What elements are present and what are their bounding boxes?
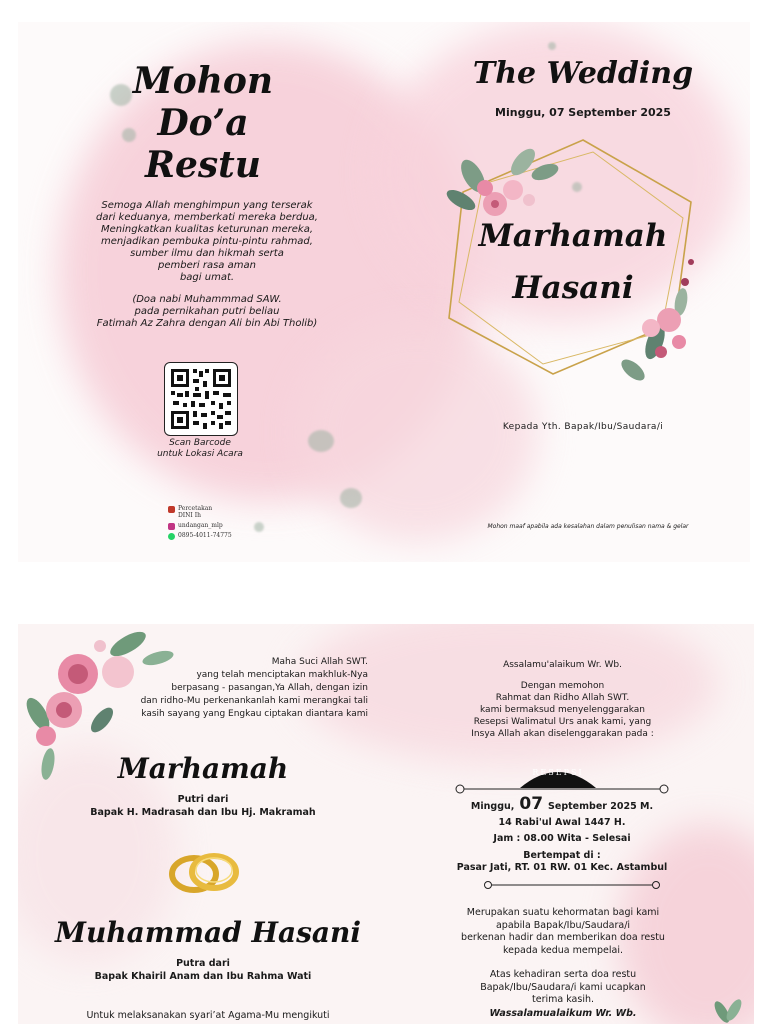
honor-line: kepada kedua mempelai. — [503, 944, 623, 956]
intro-line: Resepsi Walimatul Urs anak kami, yang — [473, 717, 652, 727]
hijri-date: 14 Rabi'ul Awal 1447 H. — [498, 817, 626, 828]
qr-caption-line: untuk Lokasi Acara — [157, 449, 243, 459]
event-day: Minggu, — [470, 801, 515, 812]
opening-verse — [78, 656, 368, 721]
inside-sheet — [18, 624, 754, 1024]
ornament-divider — [482, 878, 662, 892]
printer-name: DINI Ih — [178, 512, 201, 519]
whatsapp-icon — [168, 533, 175, 540]
prayer-line: menjadikan pembuka pintu-pintu rahmad, — [101, 236, 313, 247]
printer-whatsapp: 0895-4011-74775 — [178, 532, 232, 539]
verse-line: berpasang - pasangan,Ya Allah, dengan izin — [171, 683, 368, 693]
groom-name: Muhammad Hasani — [54, 916, 362, 949]
closing-line: Untuk melaksanakan syari’at Agama-Mu mengikuti — [86, 1010, 330, 1021]
couple-name-line2: Hasani — [512, 270, 634, 306]
recipient-label: Kepada Yth. Bapak/Ibu/Saudara/i — [502, 422, 664, 432]
wedding-date: Minggu, 07 September 2025 — [495, 106, 671, 119]
thanks-line: terima kasih. — [532, 994, 594, 1005]
instagram-icon — [168, 523, 175, 530]
source-line: Fatimah Az Zahra dengan Ali bin Abi Tholib) — [96, 318, 318, 329]
verse-line: kasih sayang yang Engkau ciptakan diantara kami — [141, 709, 368, 719]
bride-name: Marhamah — [117, 752, 289, 785]
printer-credit — [168, 504, 258, 541]
bride-parents: Bapak H. Madrasah dan Ibu Hj. Makramah — [90, 807, 316, 818]
verse-line: dan ridho-Mu perkenankanlah kami merangkai tali — [140, 696, 368, 706]
event-day-number: 07 — [519, 794, 544, 814]
title-line: Restu — [145, 144, 261, 186]
qr-caption-line: Scan Barcode — [169, 438, 231, 448]
printer-logo-icon — [168, 506, 175, 513]
qr-code-icon — [165, 363, 237, 435]
qr-code[interactable] — [164, 362, 238, 436]
greeting: Assalamu'alaikum Wr. Wb. — [503, 660, 622, 670]
wedding-rings-icon — [164, 848, 244, 896]
intro-text — [460, 680, 665, 740]
intro-line: kami bermaksud menyelenggarakan — [480, 705, 645, 715]
qr-caption — [138, 438, 262, 460]
thanks-line: Atas kehadiran serta doa restu — [489, 969, 637, 980]
prayer-line: sumber ilmu dan hikmah serta — [130, 248, 284, 259]
groom-parents: Bapak Khairil Anam dan Ibu Rahma Wati — [94, 971, 312, 982]
mohon-doa-restu-title — [103, 60, 303, 186]
verse-line: yang telah menciptakan makhluk-Nya — [196, 670, 368, 680]
event-month-year: September 2025 M. — [548, 801, 654, 812]
floral-wreath — [444, 145, 694, 382]
event-time: Jam : 08.00 Wita - Selesai — [493, 833, 631, 844]
prayer-text — [76, 200, 338, 330]
title-line: Do’a — [157, 102, 249, 144]
printer-instagram: undangan_mlp — [178, 522, 223, 529]
cover-sheet — [18, 22, 750, 562]
venue-address: Pasar Jati, RT. 01 RW. 01 Kec. Astambul — [456, 862, 668, 873]
prayer-line: pemberi rasa aman — [158, 260, 256, 271]
printer-name: Percetakan — [178, 505, 213, 512]
prayer-line: Semoga Allah menghimpun yang terserak — [101, 200, 313, 211]
source-line: pada pernikahan putri beliau — [134, 306, 280, 317]
farewell: Wassalamualaikum Wr. Wb. — [489, 1008, 637, 1019]
bride-label: Putri dari — [177, 794, 229, 805]
groom-label: Putra dari — [176, 958, 230, 969]
wedding-title: The Wedding — [472, 56, 694, 91]
corner-leaves — [708, 994, 748, 1024]
honor-line: berkenan hadir dan memberikan doa restu — [461, 932, 665, 943]
thanks-text — [448, 969, 678, 1007]
venue-label: Bertempat di : — [523, 850, 601, 861]
resepsi-label: RESEPSI — [532, 768, 584, 777]
prayer-line: Meningkatkan kualitas keturunan mereka, — [101, 224, 313, 235]
title-line: Mohon — [132, 60, 274, 102]
prayer-line: dari keduanya, memberkati mereka berdua, — [96, 212, 318, 223]
prayer-line: bagi umat. — [179, 272, 235, 283]
gold-hexagon-frame — [433, 132, 703, 382]
honor-line: apabila Bapak/Ibu/Saudara/i — [495, 919, 631, 931]
event-date — [452, 794, 672, 814]
intro-line: Insya Allah akan diselenggarakan pada : — [471, 729, 654, 739]
intro-line: Rahmat dan Ridho Allah SWT. — [495, 693, 630, 703]
couple-name-line1: Marhamah — [478, 218, 668, 254]
thanks-line: Bapak/Ibu/Saudara/i kami ucapkan — [480, 981, 646, 993]
verse-line: Maha Suci Allah SWT. — [271, 657, 368, 667]
intro-line: Dengan memohon — [520, 681, 605, 691]
apology-note: Mohon maaf apabila ada kesalahan dalam penulisan nama & gelar — [487, 523, 689, 530]
honor-line: Merupakan suatu kehormatan bagi kami — [466, 907, 660, 918]
source-line: (Doa nabi Muhammmad SAW. — [132, 294, 282, 305]
honor-text — [448, 907, 678, 957]
